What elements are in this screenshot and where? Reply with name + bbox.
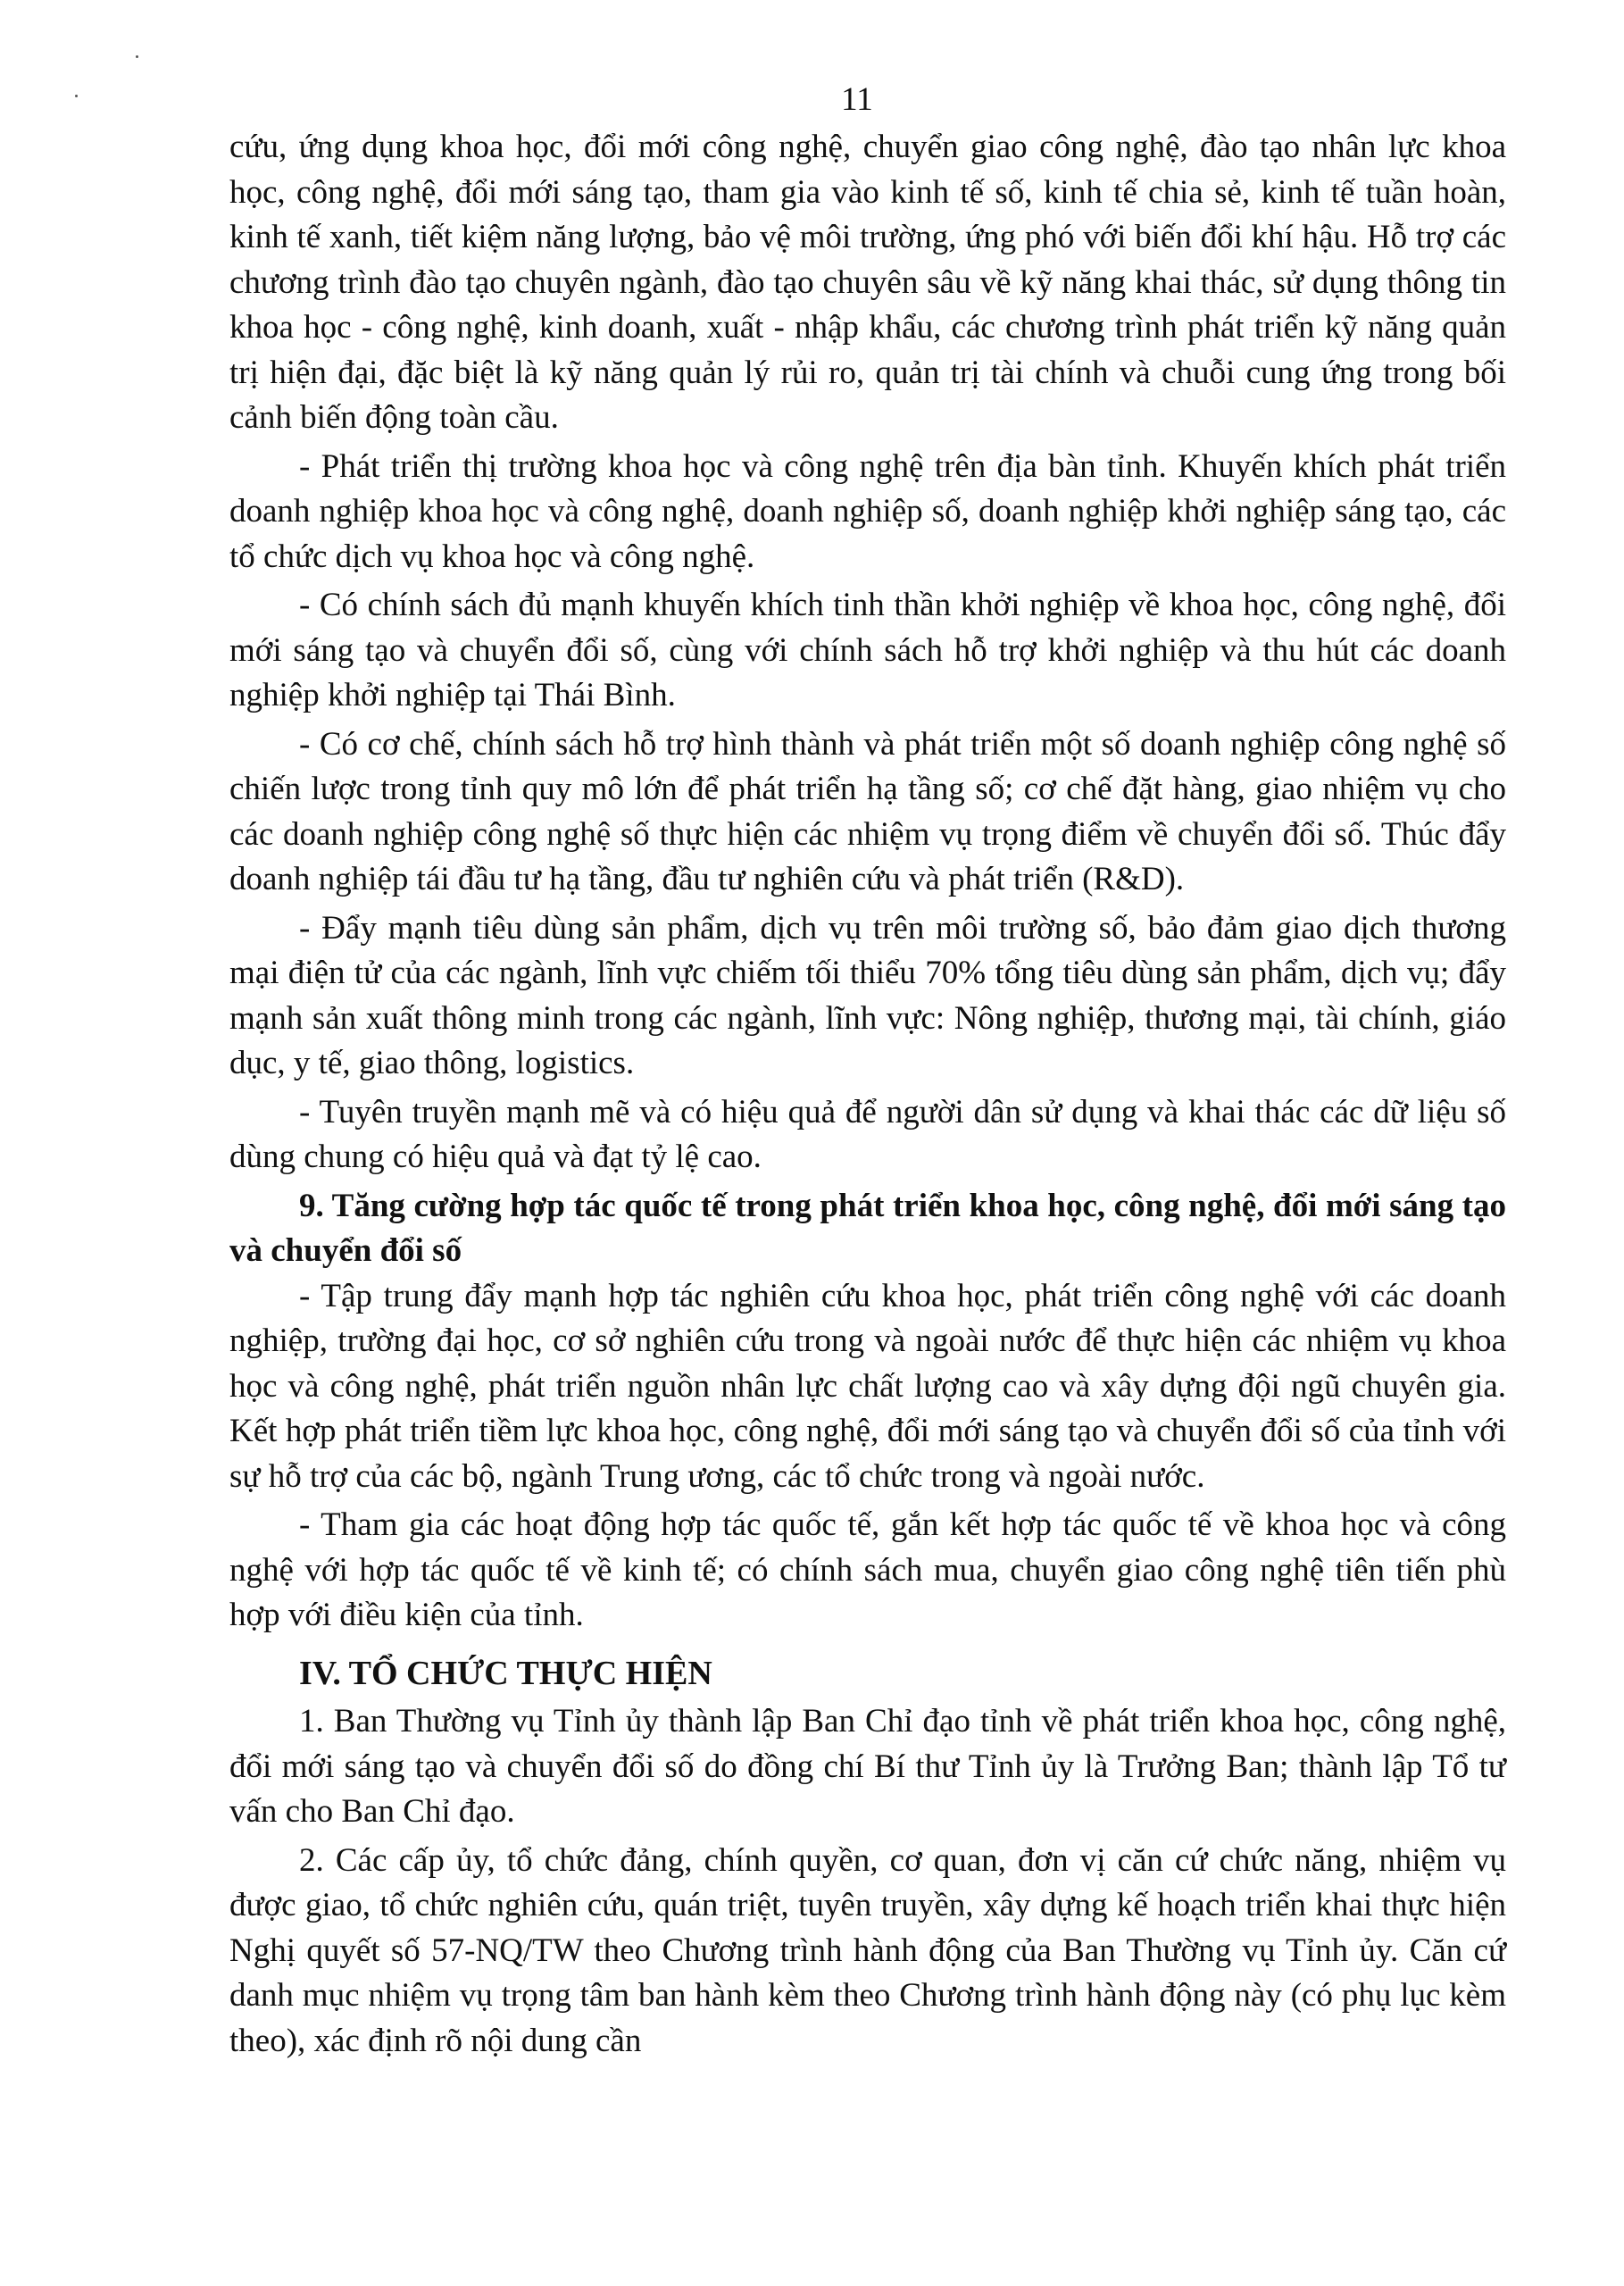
paragraph-steering-committee: 1. Ban Thường vụ Tỉnh ủy thành lập Ban Chỉ đạo tỉnh về phát triển khoa học, công nghệ, đổi mới sáng tạo và chuyển đổi số do đồng chí Bí thư Tỉnh ủy là Trưởng Ban; thành lập Tổ tư vấn cho Ban Chỉ đạo. [229, 1703, 1506, 1830]
paragraph-startup-policy: - Có chính sách đủ mạnh khuyến khích tinh thần khởi nghiệp về khoa học, công nghệ, đổi mới sáng tạo và chuyển đổi số, cùng với chính sách hỗ trợ khởi nghiệp và thu hút các doanh nghiệp khởi nghiệp tại Thái Bình. [229, 587, 1506, 713]
paragraph-continuation: cứu, ứng dụng khoa học, đổi mới công nghệ, chuyển giao công nghệ, đào tạo nhân lực khoa học, công nghệ, đổi mới sáng tạo, tham gia vào kinh tế số, kinh tế chia sẻ, kinh tế tuần hoàn, kinh tế xanh, tiết kiệm năng lượng, bảo vệ môi trường, ứng phó với biến đổi khí hậu. Hỗ trợ các chương trình đào tạo chuyên ngành, đào tạo chuyên sâu về kỹ năng khai thác, sử dụng thông tin khoa học - công nghệ, kinh doanh, xuất - nhập khẩu, các chương trình phát triển kỹ năng quản trị hiện đại, đặc biệt là kỹ năng quản lý rủi ro, quản trị tài chính và chuỗi cung ứng trong bối cảnh biến động toàn cầu. [229, 129, 1506, 436]
paragraph-international-activities: - Tham gia các hoạt động hợp tác quốc tế, gắn kết hợp tác quốc tế về khoa học và công nghệ với hợp tác quốc tế về kinh tế; có chính sách mua, chuyển giao công nghệ tiên tiến phù hợp với điều kiện của tỉnh. [229, 1506, 1506, 1633]
section-heading-implementation: IV. TỔ CHỨC THỰC HIỆN [299, 1654, 712, 1692]
paragraph-research-cooperation: - Tập trung đẩy mạnh hợp tác nghiên cứu khoa học, phát triển công nghệ với các doanh nghiệp, trường đại học, cơ sở nghiên cứu trong và ngoài nước để thực hiện các nhiệm vụ khoa học và công nghệ, phát triển nguồn nhân lực chất lượng cao và xây dựng đội ngũ chuyên gia. Kết hợp phát triển tiềm lực khoa học, công nghệ, đổi mới sáng tạo và chuyển đổi số của tỉnh với sự hỗ trợ của các bộ, ngành Trung ương, các tổ chức trong và ngoài nước. [229, 1277, 1506, 1495]
paragraph-science-market: - Phát triển thị trường khoa học và công nghệ trên địa bàn tỉnh. Khuyến khích phát triển doanh nghiệp khoa học và công nghệ, doanh nghiệp số, doanh nghiệp khởi nghiệp sáng tạo, các tổ chức dịch vụ khoa học và công nghệ. [229, 447, 1506, 575]
scan-speck [136, 55, 138, 58]
paragraph-propaganda: - Tuyên truyền mạnh mẽ và có hiệu quả để người dân sử dụng và khai thác các dữ liệu số dùng chung có hiệu quả và đạt tỷ lệ cao. [229, 1093, 1506, 1175]
page-number: 11 [841, 81, 873, 118]
document-body [229, 125, 1506, 2064]
paragraph-digital-consumption: - Đẩy mạnh tiêu dùng sản phẩm, dịch vụ trên môi trường số, bảo đảm giao dịch thương mại điện tử của các ngành, lĩnh vực chiếm tối thiểu 70% tổng tiêu dùng sản phẩm, dịch vụ; đẩy mạnh sản xuất thông minh trong các ngành, lĩnh vực: Nông nghiệp, thương mại, tài chính, giáo dục, y tế, giao thông, logistics. [229, 909, 1506, 1081]
subheading-international-cooperation: 9. Tăng cường hợp tác quốc tế trong phát triển khoa học, công nghệ, đổi mới sáng tạo và chuyển đổi số [229, 1187, 1506, 1269]
paragraph-party-committees: 2. Các cấp ủy, tổ chức đảng, chính quyền, cơ quan, đơn vị căn cứ chức năng, nhiệm vụ được giao, tổ chức nghiên cứu, quán triệt, tuyên truyền, xây dựng kế hoạch triển khai thực hiện Nghị quyết số 57-NQ/TW theo Chương trình hành động của Ban Thường vụ Tỉnh ủy. Căn cứ danh mục nhiệm vụ trọng tâm ban hành kèm theo Chương trình hành động này (có phụ lục kèm theo), xác định rõ nội dung cần [229, 1841, 1506, 2059]
paragraph-digital-enterprise: - Có cơ chế, chính sách hỗ trợ hình thành và phát triển một số doanh nghiệp công nghệ số chiến lược trong tỉnh quy mô lớn để phát triển hạ tầng số; cơ chế đặt hàng, giao nhiệm vụ cho các doanh nghiệp công nghệ số thực hiện các nhiệm vụ trọng điểm về chuyển đổi số. Thúc đẩy doanh nghiệp tái đầu tư hạ tầng, đầu tư nghiên cứu và phát triển (R&D). [229, 725, 1506, 897]
